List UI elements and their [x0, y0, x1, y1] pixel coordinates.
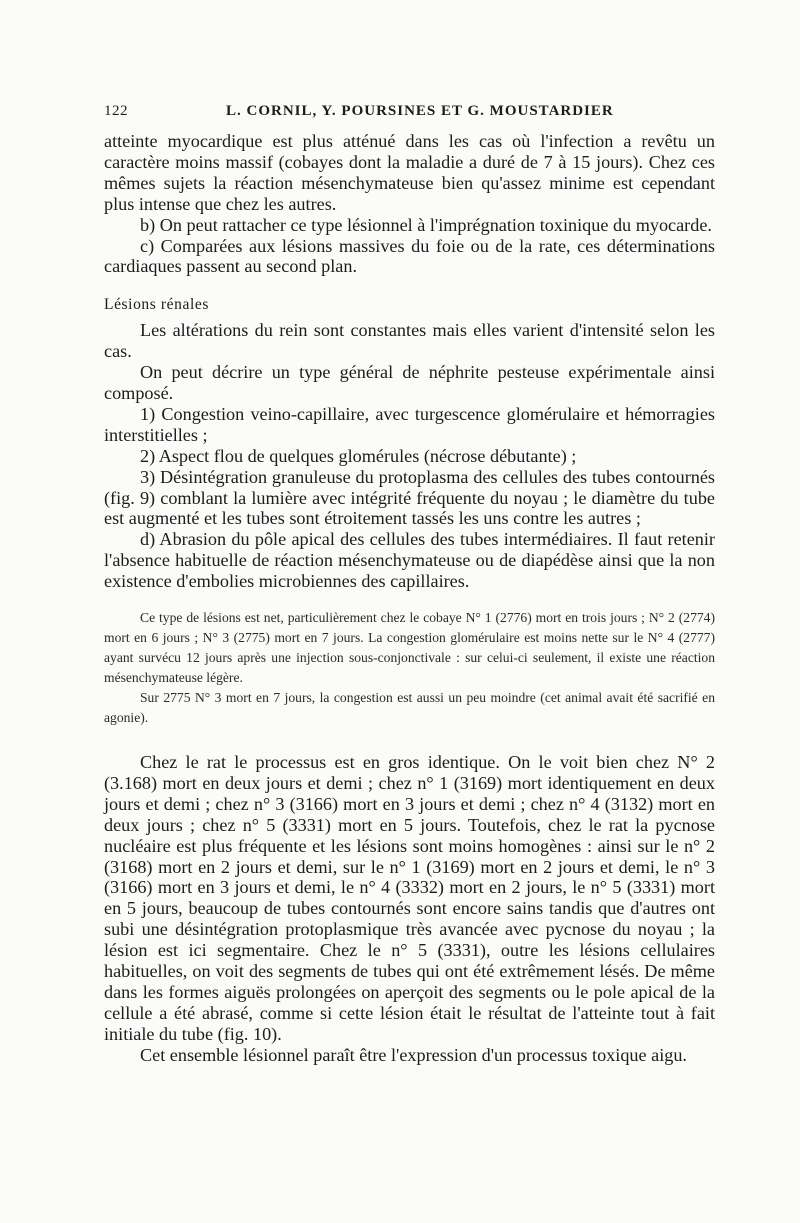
paragraph-c: c) Comparées aux lésions massives du foie ou de la rate, ces déterminations cardiaques passent au second plan.	[104, 235, 715, 277]
list-item-1: 1) Congestion veino-capillaire, avec turgescence glomérulaire et hémorragies interstitielles ;	[104, 403, 715, 445]
note-paragraph: Sur 2775 N° 3 mort en 7 jours, la congestion est aussi un peu moindre (cet animal avait été sacrifié en agonie).	[104, 690, 715, 726]
small-print-notes	[104, 608, 715, 728]
paragraph-b: b) On peut rattacher ce type lésionnel à l'imprégnation toxinique du myocarde.	[140, 214, 712, 235]
paragraph-rat: Chez le rat le processus est en gros identique. On le voit bien chez N° 2 (3.168) mort en deux jours et demi ; chez n° 1 (3169) mort identiquement en deux jours et demi ; chez n° 3 (3166) mort en 3 jours et demi ; chez n° 4 (3132) mort en deux jours ; chez n° 5 (3331) mort en 5 jours. Toutefois, chez le rat la pycnose nucléaire est plus fréquente et les lésions sont moins homogènes : ainsi sur le n° 2 (3168) mort en 2 jours et demi, sur le n° 1 (3169) mort en 2 jours et demi, le n° 3 (3166) mort en 3 jours et demi, le n° 4 (3332) mort en 2 jours, le n° 5 (3331) mort en 5 jours, beaucoup de tubes contournés sont encore sains tandis que d'autres ont subi une désintégration protoplasmique très avancée avec pycnose du noyau ; la lésion est ici segmentaire. Chez le n° 5 (3331), outre les lésions cellulaires habituelles, on voit des segments de tubes qui ont été extrêmement lésés. De même dans les formes aiguës prolongées on aperçoit des segments ou le pole apical de la cellule a été abrasé, comme si cette lésion était le résultat de l'atteinte tout à fait initiale du tube (fig. 10).	[104, 752, 715, 1044]
list-item-d: d) Abrasion du pôle apical des cellules des tubes intermédiaires. Il faut retenir l'absence habituelle de réaction mésenchymateuse ou de diapédèse ainsi que la non existence d'embolies microbiennes des capillaires.	[104, 529, 715, 592]
paragraph-type: On peut décrire un type général de néphrite pesteuse expérimentale ainsi composé.	[104, 362, 715, 403]
list-item-2: 2) Aspect flou de quelques glomérules (nécrose débutante) ;	[140, 445, 577, 466]
note-paragraph: Ce type de lésions est net, particulièrement chez le cobaye N° 1 (2776) mort en trois jours ; N° 2 (2774) mort en 6 jours ; N° 3 (2775) mort en 7 jours. La congestion glomérulaire est moins nette sur le N° 4 (2777) ayant survécu 12 jours après une injection sous-conjonctivale : sur celui-ci seulement, il existe une réaction mésenchymateuse légère.	[104, 610, 715, 686]
paragraph-intro: Les altérations du rein sont constantes mais elles varient d'intensité selon les cas.	[104, 320, 715, 362]
section-heading: Lésions rénales	[104, 296, 209, 314]
running-title: L. CORNIL, Y. POURSINES ET G. MOUSTARDIER	[226, 103, 614, 119]
page-number: 122	[104, 103, 128, 119]
paragraph-conclusion: Cet ensemble lésionnel paraît être l'expression d'un processus toxique aigu.	[140, 1044, 687, 1065]
paragraph-continuation: atteinte myocardique est plus atténué dans les cas où l'infection a revêtu un caractère moins massif (cobayes dont la maladie a duré de 7 à 15 jours). Chez ces mêmes sujets la réaction mésenchymateuse bien qu'assez minime est cependant plus intense que chez les autres.	[104, 131, 715, 214]
list-item-3: 3) Désintégration granuleuse du protoplasma des cellules des tubes contournés (fig. 9) comblant la lumière avec intégrité fréquente du noyau ; le diamètre du tube est augmenté et les tubes sont étroitement tassés les uns contre les autres ;	[104, 466, 715, 529]
body-text	[104, 131, 715, 1066]
